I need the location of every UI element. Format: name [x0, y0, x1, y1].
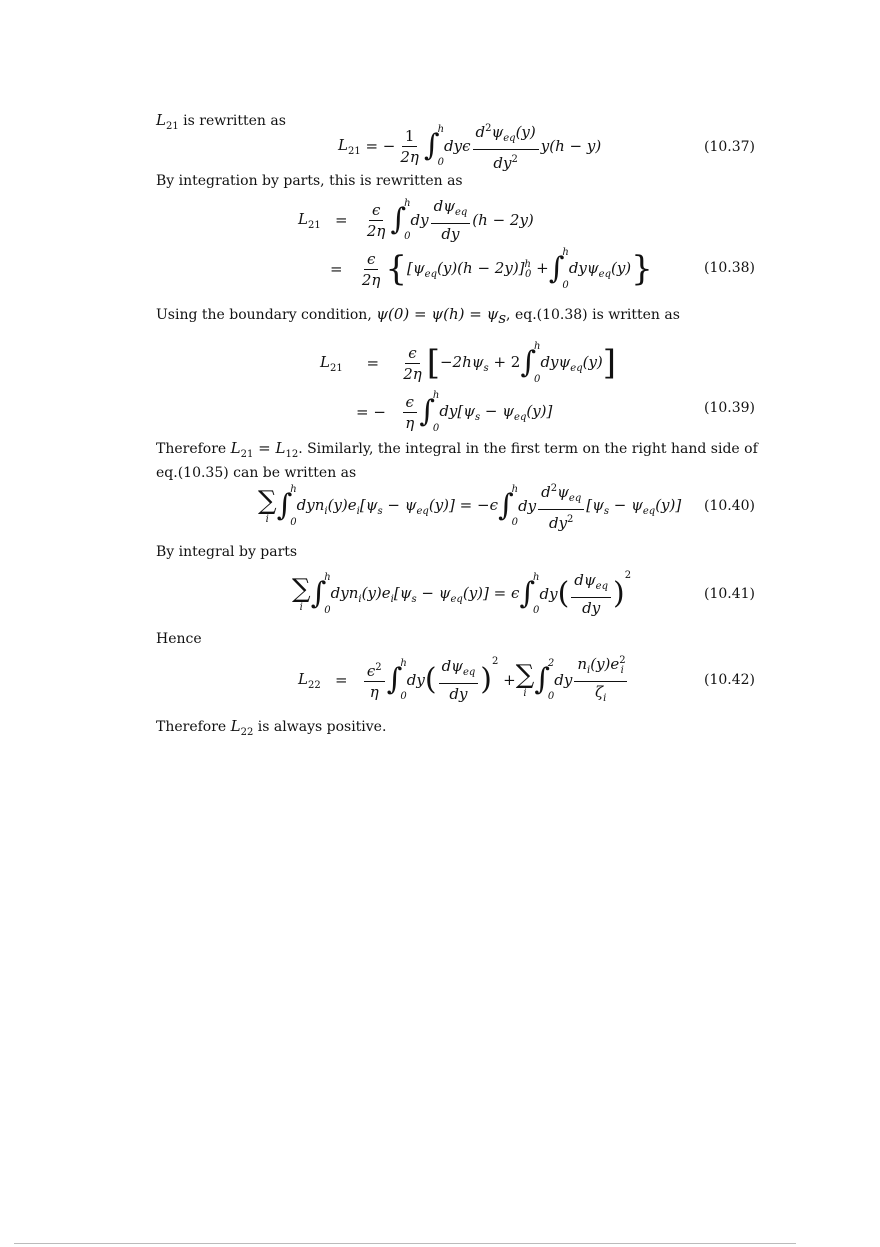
equation-10-38 [0, 196, 880, 296]
equation-10-39-line-1: $L_{21}$ = $\frac{\epsilon}{2\eta}$ [ $-2h\psi_s + 2$ ∫ h 0 dyψ$_{eq}$(y) ] [320, 341, 617, 385]
paragraph-6: Hence [156, 631, 202, 647]
equation-10-42 [0, 656, 880, 706]
paragraph-2: By integration by parts, this is rewritten as [156, 173, 463, 189]
paragraph-3-suffix: , eq.(10.38) is written as [506, 307, 680, 323]
boundary-condition: ψ(0) = ψ(h) = ψ [376, 305, 499, 323]
paragraph-3: Using the boundary condition, $\psi(0) = \psi(h) = \psi_s$, eq.(10.38) is written as [156, 305, 680, 327]
equation-number: (10.42) [703, 672, 755, 688]
equation-10-38-line-2: = $\frac{\epsilon}{2\eta}$ { $[\psi_{eq}(y)(h - 2y)]^h_0$ + ∫ h 0 dyψ$_{eq}$(y) } [330, 247, 653, 291]
symbol-L21: $L_{21}$ [156, 111, 179, 132]
equation-number: (10.41) [703, 586, 755, 602]
paragraph-7-suffix: is always positive. [253, 719, 387, 735]
paragraph-4-suffix: . Similarly, the integral in the first term on the right hand side of eq.(10.35) can be written as [156, 441, 758, 481]
equation-10-40 [0, 482, 880, 532]
paragraph-7-prefix: Therefore [156, 719, 231, 735]
paragraph-4: Therefore $L_{21} = L_{12}$. Similarly, the integral in the first term on the right hand side of eq.(10.35) can be written as [156, 439, 758, 481]
paragraph-1-text: is rewritten as [178, 113, 286, 129]
paragraph-3-prefix: Using the boundary condition, [156, 307, 377, 323]
equation-10-39-line-2: = − $\frac{\epsilon}{\eta}$ ∫ h 0 $dy[\psi_s - \psi_{eq}(y)]$ [356, 390, 553, 434]
paragraph-7: Therefore $L_{22}$ is always positive. [156, 717, 387, 738]
equation-10-42-body: $L_{22}$ = $\frac{\epsilon^2}{\eta}$ ∫ h 0 dy ( $\frac{d\psi_{eq}}{dy}$ ) $^2$ + ∑ i ∫ 2 0 dy $\frac{n_i(y)e^2_i}{\zeta_i}$ [298, 656, 629, 704]
page-bottom-rule [14, 1243, 796, 1244]
equation-number: (10.38) [703, 260, 755, 276]
equation-10-41-body: ∑ i ∫ h 0 $dyn_i(y)e_i[\psi_s - \psi_{eq}(y)] = \epsilon$ ∫ h 0 dy ( $\frac{d\psi_{eq}}{dy}$ ) $^2$ [292, 570, 632, 617]
equation-10-37-body: $L_{21}$ = − $\frac{1}{2\eta}$ ∫ h 0 dyϵ $\frac{d^2\psi_{eq}(y)}{dy^2}$ y(h − y) [338, 126, 601, 166]
equation-number: (10.40) [703, 498, 755, 514]
equation-number: (10.37) [703, 139, 755, 155]
equation-10-39 [0, 334, 880, 434]
paragraph-5: By integral by parts [156, 544, 298, 560]
paragraph-4-prefix: Therefore [156, 441, 231, 457]
equation-10-40-body: ∑ i ∫ h 0 $dyn_i(y)e_i[\psi_s - \psi_{eq}(y)] = -\epsilon$ ∫ h 0 dy $\frac{d^2\psi_{eq}}{dy^2}$ $[\psi_s - \psi_{eq}(y)]$ [258, 482, 681, 530]
equation-number: (10.39) [703, 400, 755, 416]
equation-10-38-line-1: $L_{21}$ = $\frac{\epsilon}{2\eta}$ ∫ h 0 dy $\frac{d\psi_{eq}}{dy}$ (h − 2y) [298, 197, 534, 243]
equation-10-41 [0, 570, 880, 620]
